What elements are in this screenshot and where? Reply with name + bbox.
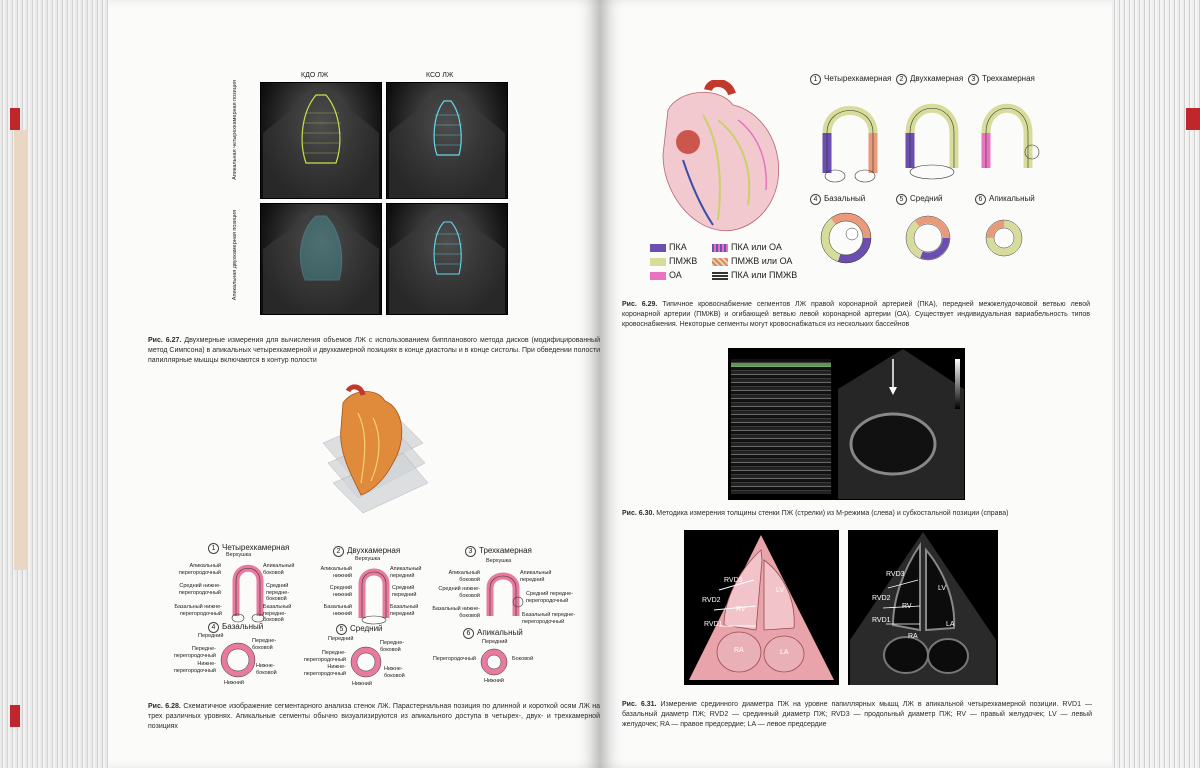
anat-label: RVD2 — [702, 597, 721, 604]
seg-label: Средний нижне-перегородочный — [178, 583, 221, 596]
seg-label: Средний передний — [392, 585, 417, 598]
caption-fig-6-29: Рис. 6.29. Типичное кровоснабжение сегментов ЛЖ правой коронарной артерией (ПКА), передней межжелудочковой ветвью левой коронарной артерии (ПМЖВ) и огибающей ветвью левой коронарной артерии (ОА). Существует индивидуальная вариабельность типов кровоснабжения. Некоторые сегменты могут кровоснабжаться из нескольких бассейнов — [622, 301, 1091, 328]
fig628-4ch-schematic — [228, 556, 268, 624]
anat-label: LA — [780, 649, 789, 656]
seg-label: Верхушка — [226, 552, 252, 558]
page-tab-beige — [14, 130, 28, 570]
right-page — [600, 0, 1112, 768]
seg-label: Базальный нижне-боковой — [432, 606, 480, 619]
seg-label: Базальный передний — [390, 604, 419, 617]
fig629-view4-title: 4 Базальный — [810, 194, 865, 205]
anat-label: RVD3 — [724, 577, 743, 584]
fig628-mid-ring — [350, 646, 382, 678]
swatch-icon — [650, 258, 666, 266]
fig629-3ch-segments — [976, 88, 1042, 188]
legend-col-1 — [650, 240, 720, 282]
anat-label: RVD2 — [872, 595, 891, 602]
seg-label: Передне-боковой — [380, 640, 405, 653]
legend-item: ПМЖВ — [650, 254, 720, 268]
grayscale-bar — [955, 359, 960, 409]
seg-label: Базальный нижне-перегородочный — [174, 604, 222, 617]
seg-label: Передний — [328, 636, 354, 642]
seg-label: Базальный передне-перегородочный — [522, 612, 576, 625]
swatch-icon — [712, 244, 728, 252]
col-label-esv: КСО ЛЖ — [426, 72, 454, 79]
seg-label: Базальный передне-боковой — [263, 604, 292, 623]
seg-label: Перегородочный — [432, 656, 476, 662]
swatch-icon — [650, 272, 666, 280]
anat-label: RV — [902, 603, 912, 610]
seg-label: Апикальный передний — [520, 570, 552, 583]
seg-label: Передне-перегородочный — [173, 646, 216, 659]
fig628-view6-title: 6 Апикальный — [463, 628, 523, 639]
echo-esv-2ch — [386, 203, 508, 315]
seg-label: Апикальный перегородочный — [178, 563, 221, 576]
legend-item: ПКА или ПМЖВ — [712, 268, 822, 282]
caption-fig-6-28: Рис. 6.28. Схематичное изображение сегментарного анализа стенок ЛЖ. Парастернальная позиция по длинной и короткой осям ЛЖ на трех различных уровнях. Апикальные сегменты обычно визуализируются из апикального доступа в четырех-, двух- и трехкамерной позициях — [148, 703, 600, 730]
seg-label: Средний передне-боковой — [266, 583, 290, 602]
anat-label: RVD1 — [704, 621, 723, 628]
fig629-view3-title: 3 Трехкамерная — [968, 74, 1035, 85]
legend-item: ПМЖВ или ОА — [712, 254, 822, 268]
anat-label: RA — [734, 647, 744, 654]
legend-col-2 — [712, 240, 822, 282]
fig628-apical-ring — [480, 648, 508, 676]
row-label-2ch: Апикальная двухкамерная позиция — [232, 209, 238, 301]
seg-label: Боковой — [512, 656, 534, 662]
seg-label: Апикальный нижний — [320, 566, 352, 579]
seg-label: Нижне-перегородочный — [173, 661, 216, 674]
fig629-view6-title: 6 Апикальный — [975, 194, 1035, 205]
caption-fig-6-27: Рис. 6.27. Двухмерные измерения для вычисления объемов ЛЖ с использованием биппланового метода дисков (модифицированный метод Симпсона) в апикальных четырехкамерной и двухкамерной позициях в конце диастолы и в конце систолы. При обведении полости папиллярные мышцы включаются в контур полости — [148, 337, 600, 364]
left-page — [108, 0, 600, 768]
seg-label: Нижне-боковой — [256, 663, 277, 676]
echo-edv-2ch — [260, 203, 382, 315]
fig631-echo-image — [848, 530, 998, 685]
seg-label: Верхушка — [355, 556, 381, 562]
echo-edv-4ch — [260, 82, 382, 199]
fig628-view3-title: 3 Трехкамерная — [465, 546, 532, 557]
col-label-edv: КДО ЛЖ — [301, 72, 329, 79]
seg-label: Верхушка — [486, 558, 512, 564]
fig628-view4-title: 4 Базальный — [208, 622, 263, 633]
anat-label: RVD1 — [872, 617, 891, 624]
seg-label: Нижне-перегородочный — [303, 664, 346, 677]
fig629-4ch-segments — [815, 88, 885, 188]
fig628-view5-title: 5 Средний — [336, 624, 383, 635]
seg-label: Передне-боковой — [252, 638, 277, 651]
seg-label: Средний передне-перегородочный — [526, 591, 574, 604]
fig629-view1-title: 1 Четырехкамерная — [810, 74, 891, 85]
seg-label: Передне-перегородочный — [303, 650, 346, 663]
legend-item: ОА — [650, 268, 720, 282]
fig629-view2-title: 2 Двухкамерная — [896, 74, 963, 85]
seg-label: Апикальный боковой — [448, 570, 480, 583]
legend-item: ПКА или ОА — [712, 240, 822, 254]
anat-label: RV — [736, 606, 746, 613]
swatch-icon — [712, 272, 728, 280]
seg-label: Средний нижний — [329, 585, 352, 598]
caption-fig-6-31: Рис. 6.31. Измерение срединного диаметра ПЖ на уровне папиллярных мышц ЛЖ в апикальной четырехкамерной позиции. RVD1 — базальный диаметр ПЖ; RVD2 — срединный диаметр ПЖ; RVD3 — продольный диаметр ПЖ; RV — правый желудочек; LV — левый желудочек; RA — правое предсердие; LA — левое предсердие — [622, 701, 1093, 728]
page-tab-red-top-left — [10, 108, 20, 130]
anat-label: LV — [776, 587, 785, 594]
anat-label: RA — [908, 633, 918, 640]
fig629-2ch-segments — [900, 88, 964, 188]
m-mode-ecg — [731, 363, 831, 367]
fig631-echo-panel — [848, 530, 998, 685]
caption-fig-6-30: Рис. 6.30. Методика измерения толщины стенки ПЖ (стрелки) из М-режима (слева) и субкостальной позиции (справа) — [622, 510, 1009, 517]
fig630-echo-panel — [728, 348, 965, 500]
seg-label: Передний — [198, 633, 224, 639]
seg-label: Апикальный передний — [390, 566, 422, 579]
seg-label: Апикальный боковой — [263, 563, 295, 576]
fig629-basal-ring — [818, 210, 874, 266]
anat-label: LV — [938, 585, 947, 592]
legend-item: ПКА — [650, 240, 720, 254]
m-mode-strip — [731, 359, 831, 494]
swatch-icon — [712, 258, 728, 266]
row-label-4ch: Апикальная четырехкамерная позиция — [232, 80, 238, 180]
fig628-2ch-schematic — [354, 562, 394, 626]
page-tab-red-bottom-left — [10, 705, 20, 727]
heart-planes-illustration — [313, 383, 433, 518]
seg-label: Нижний — [484, 678, 504, 684]
fig628-view2-title: 2 Двухкамерная — [333, 546, 400, 557]
seg-label: Передний — [482, 639, 508, 645]
fig631-anatomy-drawing — [684, 530, 839, 685]
fig628-view1-title: 1 Четырехкамерная — [208, 543, 289, 554]
fig629-mid-ring — [904, 214, 952, 262]
coronary-heart-illustration — [648, 80, 793, 240]
seg-label: Нижний — [224, 680, 244, 686]
page-tab-red-right — [1186, 108, 1200, 130]
anat-label: RVD3 — [886, 571, 905, 578]
seg-label: Нижне-боковой — [384, 666, 405, 679]
fig628-basal-ring — [220, 642, 256, 678]
fig629-view5-title: 5 Средний — [896, 194, 943, 205]
seg-label: Средний нижне-боковой — [438, 586, 480, 599]
anat-label: LA — [946, 621, 955, 628]
fig631-anatomy-panel — [684, 530, 839, 685]
echo-esv-4ch — [386, 82, 508, 199]
swatch-icon — [650, 244, 666, 252]
seg-label: Нижний — [352, 681, 372, 687]
seg-label: Базальный нижний — [323, 604, 352, 617]
fig629-apical-ring — [984, 218, 1024, 258]
subcostal-echo — [833, 349, 964, 499]
